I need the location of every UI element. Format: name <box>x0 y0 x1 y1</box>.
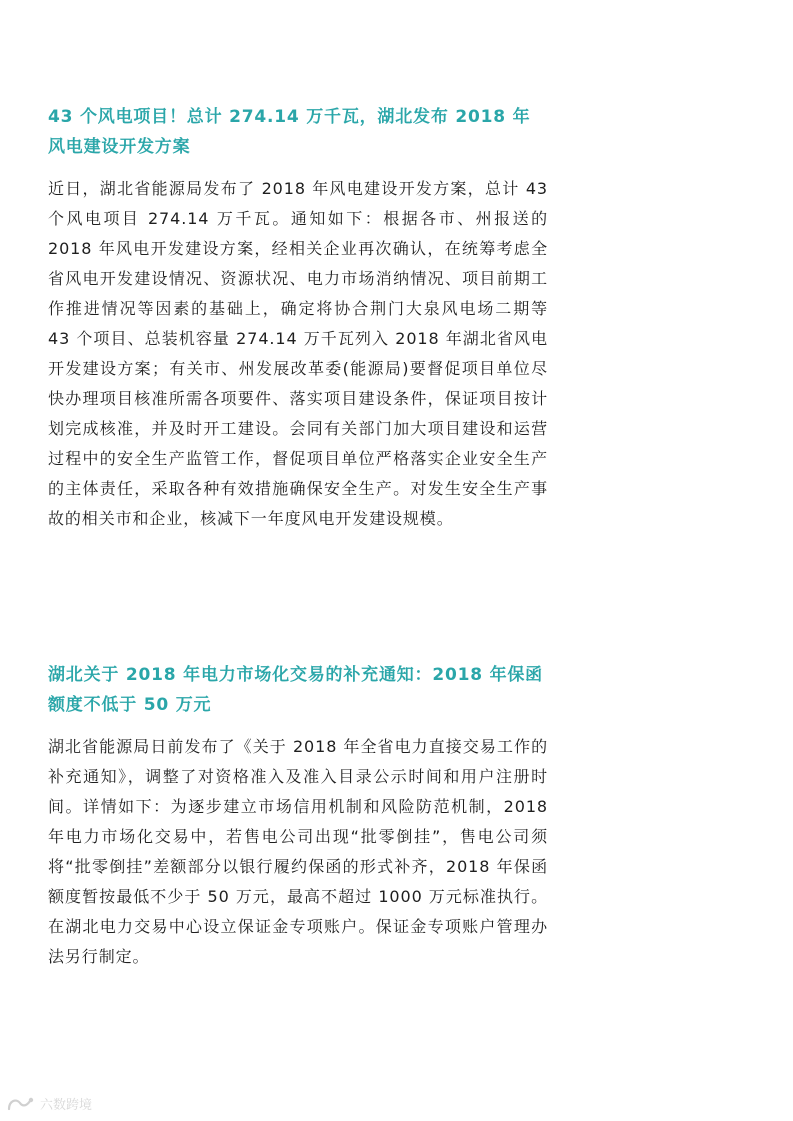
article-electricity-market <box>48 660 548 972</box>
article-headline: 湖北关于 2018 年电力市场化交易的补充通知：2018 年保函额度不低于 50 万元 <box>48 665 543 715</box>
watermark-text: 六数跨境 <box>40 1098 93 1113</box>
logo-icon <box>6 1095 36 1113</box>
watermark <box>6 1094 92 1113</box>
article-body: 湖北省能源局日前发布了《关于 2018 年全省电力直接交易工作的补充通知》，调整了对资格准入及准入目录公示时间和用户注册时间。详情如下：为逐步建立市场信用机制和风险防范机制，2018 年电力市场化交易中，若售电公司出现“批零倒挂”，售电公司须将“批零倒挂”差额部分以银行履约保函的形式补齐，2018 年保函额度暂按最低不少于 50 万元，最高不超过 1000 万元标准执行。在湖北电力交易中心设立保证金专项账户。保证金专项账户管理办法另行制定。 <box>48 737 548 966</box>
article-wind-power <box>48 102 548 534</box>
article-body: 近日，湖北省能源局发布了 2018 年风电建设开发方案，总计 43 个风电项目 274.14 万千瓦。通知如下：根据各市、州报送的 2018 年风电开发建设方案，经相关企业再次确认，在统筹考虑全省风电开发建设情况、资源状况、电力市场消纳情况、项目前期工作推进情况等因素的基础上，确定将协合荆门大泉风电场二期等 43 个项目、总装机容量 274.14 万千瓦列入 2018 年湖北省风电开发建设方案；有关市、州发展改革委(能源局)要督促项目单位尽快办理项目核准所需各项要件、落实项目建设条件，保证项目按计划完成核准，并及时开工建设。会同有关部门加大项目建设和运营过程中的安全生产监管工作，督促项目单位严格落实企业安全生产的主体责任，采取各种有效措施确保安全生产。对发生安全生产事故的相关市和企业，核减下一年度风电开发建设规模。 <box>48 179 548 528</box>
article-headline: 43 个风电项目！总计 274.14 万千瓦，湖北发布 2018 年风电建设开发方案 <box>48 107 531 157</box>
